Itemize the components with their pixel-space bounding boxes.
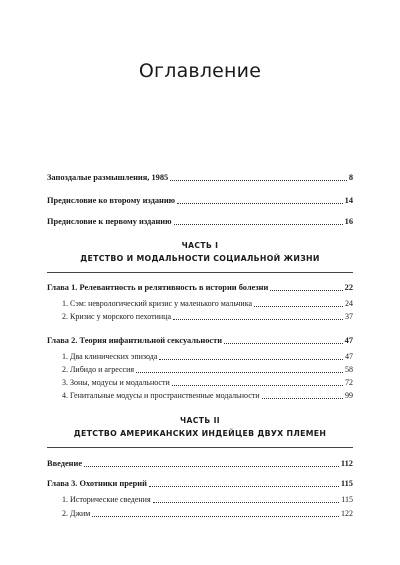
- toc-entry-label: Глава 2. Теория инфантильной сексуальности: [47, 336, 223, 345]
- toc-entry-preface-first-edition[interactable]: [47, 214, 353, 227]
- part-1-label: ЧАСТЬ I: [181, 241, 219, 250]
- toc-entry-label: 2. Кризис у морского пехотинца: [62, 312, 171, 321]
- toc-entry-page: 8: [348, 173, 353, 182]
- toc-chapter-3[interactable]: [47, 476, 353, 489]
- toc-section-2-3[interactable]: [62, 375, 353, 388]
- part-1-title: ДЕТСТВО И МОДАЛЬНОСТИ СОЦИАЛЬНОЙ ЖИЗНИ: [80, 254, 320, 263]
- part-1-rule: [47, 272, 353, 273]
- toc-entry-page: 16: [344, 217, 353, 226]
- leader-dots: [177, 203, 343, 204]
- leader-dots: [149, 486, 339, 487]
- toc-entry-page: 112: [340, 459, 353, 468]
- leader-dots: [136, 372, 343, 373]
- toc-entry-preface-second-edition[interactable]: [47, 193, 353, 206]
- toc-section-2-4[interactable]: [62, 388, 353, 401]
- leader-dots: [174, 224, 343, 225]
- leader-dots: [262, 398, 343, 399]
- leader-dots: [173, 319, 343, 320]
- toc-entry-page: 115: [341, 495, 353, 504]
- toc-introduction[interactable]: [47, 456, 353, 469]
- toc-entry-label: Введение: [47, 459, 83, 468]
- leader-dots: [92, 516, 339, 517]
- toc-entry-page: 58: [345, 365, 353, 374]
- leader-dots: [224, 343, 343, 344]
- toc-entry-label: 1. Сэм: неврологический кризис у маленького мальчика: [62, 299, 253, 308]
- toc-entry-label: Глава 3. Охотники прерий: [47, 479, 147, 488]
- toc-entry-page: 99: [345, 391, 353, 400]
- toc-entry-page: 22: [344, 283, 353, 292]
- toc-section-3-2[interactable]: [62, 506, 353, 519]
- toc-entry-label: Предисловие ко второму изданию: [47, 196, 176, 205]
- toc-entry-label: 4. Генитальные модусы и пространственные модальности: [62, 391, 260, 400]
- part-2-rule: [47, 447, 353, 448]
- part-2-title: ДЕТСТВО АМЕРИКАНСКИХ ИНДЕЙЦЕВ ДВУХ ПЛЕМЕН: [73, 429, 327, 438]
- toc-entry-label: 3. Зоны, модусы и модальности: [62, 378, 170, 387]
- toc-entry-label: Запоздалые размышления, 1985: [47, 173, 169, 182]
- toc-entry-page: 115: [340, 479, 353, 488]
- leader-dots: [159, 359, 343, 360]
- leader-dots: [172, 385, 343, 386]
- leader-dots: [270, 290, 342, 291]
- toc-entry-page: 14: [344, 196, 353, 205]
- leader-dots: [84, 466, 339, 467]
- toc-section-1-2[interactable]: [62, 309, 353, 322]
- toc-chapter-1[interactable]: [47, 280, 353, 293]
- leader-dots: [153, 502, 340, 503]
- toc-section-3-1[interactable]: [62, 492, 353, 505]
- toc-section-1-1[interactable]: [62, 296, 353, 309]
- leader-dots: [254, 306, 343, 307]
- toc-entry-page: 47: [345, 352, 353, 361]
- toc-entry-label: Глава 1. Релевантность и релятивность в истории болезни: [47, 283, 269, 292]
- toc-section-2-2[interactable]: [62, 362, 353, 375]
- leader-dots: [170, 180, 347, 181]
- toc-entry-page: 122: [341, 509, 353, 518]
- toc-entry-page: 47: [344, 336, 353, 345]
- toc-section-2-1[interactable]: [62, 349, 353, 362]
- page-title: Оглавление: [138, 60, 262, 82]
- toc-entry-label: 2. Джим: [62, 509, 91, 518]
- toc-entry-label: 1. Два клинических эпизода: [62, 352, 158, 361]
- toc-entry-label: Предисловие к первому изданию: [47, 217, 172, 226]
- toc-entry-label: 2. Либидо и агрессия: [62, 365, 135, 374]
- toc-entry-page: 72: [345, 378, 353, 387]
- toc-entry-page: 24: [345, 299, 353, 308]
- toc-entry-afterthoughts[interactable]: [47, 170, 353, 183]
- toc-entry-label: 1. Исторические сведения: [62, 495, 151, 504]
- part-2-label: ЧАСТЬ II: [179, 416, 221, 425]
- toc-chapter-2[interactable]: [47, 333, 353, 346]
- toc-entry-page: 37: [345, 312, 353, 321]
